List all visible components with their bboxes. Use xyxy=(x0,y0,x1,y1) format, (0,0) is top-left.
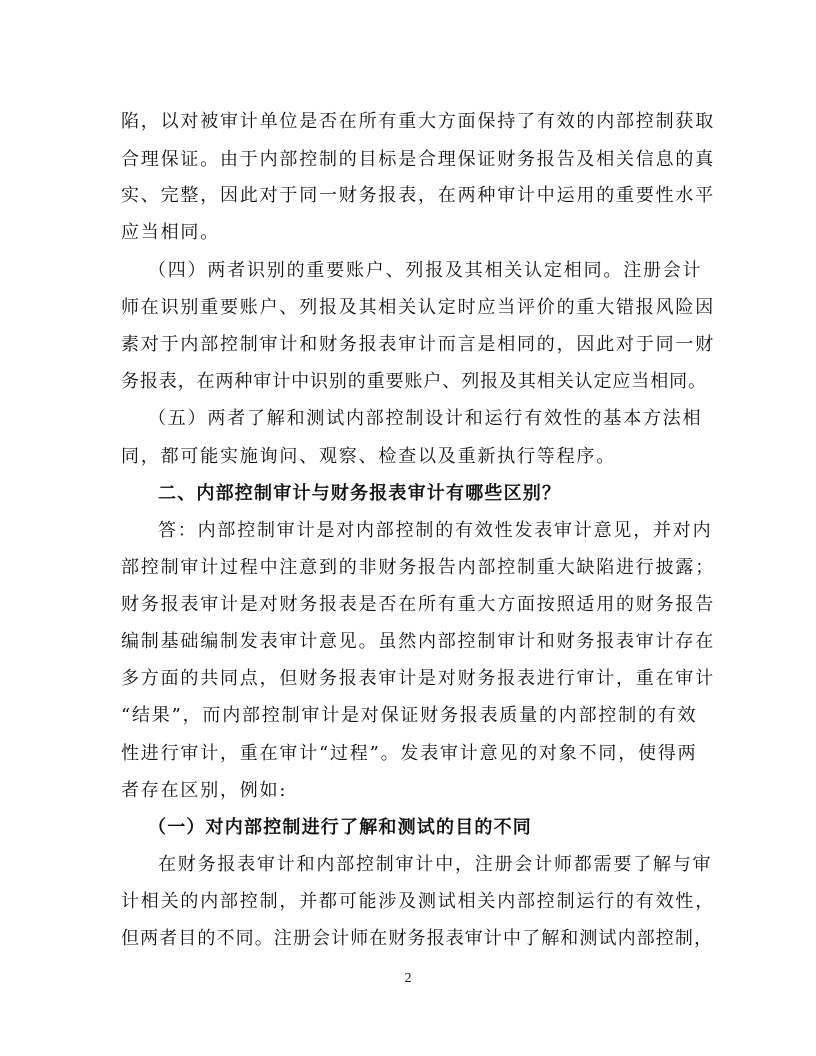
answer-paragraph-start: 答：内部控制审计是对内部控制的有效性发表审计意见，并对内 xyxy=(158,520,713,541)
body-text-line: 实、完整，因此对于同一财务报表，在两种审计中运用的重要性水平 xyxy=(121,185,715,206)
body-text-line: 应当相同。 xyxy=(121,222,220,243)
body-text-line: 编制基础编制发表审计意见。虽然内部控制审计和财务报表审计存在 xyxy=(121,631,715,652)
body-text-line: “结果”，而内部控制审计是对保证财务报表质量的内部控制的有效 xyxy=(121,705,698,726)
body-text-line: 素对于内部控制审计和财务报表审计而言是相同的，因此对于同一财 xyxy=(121,334,715,355)
section-heading-two: 二、内部控制审计与财务报表审计有哪些区别？ xyxy=(158,483,562,504)
body-text-line: 师在识别重要账户、列报及其相关认定时应当评价的重大错报风险因 xyxy=(121,297,715,318)
body-text-line: 部控制审计过程中注意到的非财务报告内部控制重大缺陷进行披露； xyxy=(121,557,715,578)
body-text-line: 合理保证。由于内部控制的目标是合理保证财务报告及相关信息的真 xyxy=(121,149,715,170)
body-text-line: 同，都可能实施询问、观察、检查以及重新执行等程序。 xyxy=(121,446,616,467)
body-text-line: 财务报表审计是对财务报表是否在所有重大方面按照适用的财务报告 xyxy=(121,594,715,615)
body-text-line: 计相关的内部控制，并都可能涉及测试相关内部控制运行的有效性， xyxy=(121,891,715,912)
page-number: 2 xyxy=(404,971,412,986)
section-item-four: （四）两者识别的重要账户、列报及其相关认定相同。注册会计 xyxy=(148,260,703,281)
body-text-line: 务报表，在两种审计中识别的重要账户、列报及其相关认定应当相同。 xyxy=(121,371,707,392)
body-text-line: 陷，以对被审计单位是否在所有重大方面保持了有效的内部控制获取 xyxy=(121,111,715,132)
subsection-heading-one: （一）对内部控制进行了解和测试的目的不同 xyxy=(148,817,532,838)
body-text-line: 性进行审计，重在审计“过程”。发表审计意见的对象不同，使得两 xyxy=(121,743,698,764)
body-text-line: 多方面的共同点，但财务报表审计是对财务报表进行审计，重在审计 xyxy=(121,668,715,689)
body-text-line: 在财务报表审计和内部控制审计中，注册会计师都需要了解与审 xyxy=(158,854,713,875)
body-text-line: 者存在区别，例如: xyxy=(121,780,288,801)
body-text-line: 但两者目的不同。注册会计师在财务报表审计中了解和测试内部控制， xyxy=(121,928,714,949)
section-item-five: （五）两者了解和测试内部控制设计和运行有效性的基本方法相 xyxy=(148,408,703,429)
